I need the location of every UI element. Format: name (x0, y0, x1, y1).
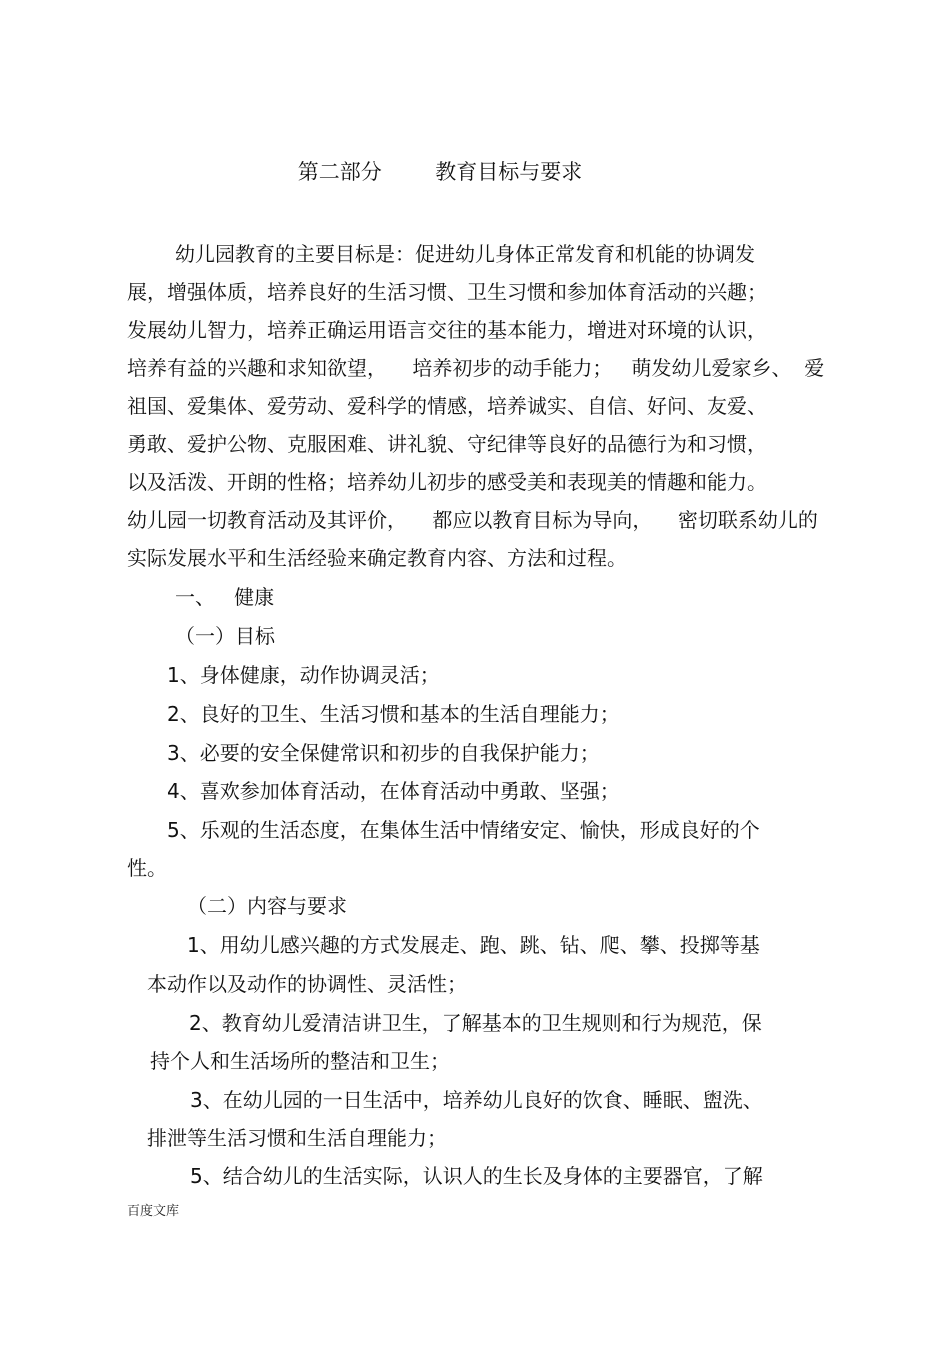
goal-item-4: 4、喜欢参加体育活动，在体育活动中勇敢、坚强； (167, 779, 620, 803)
goal-item-1: 1、身体健康，动作协调灵活； (167, 663, 440, 687)
content-item-1: 1、用幼儿感兴趣的方式发展走、跑、跳、钻、爬、攀、投掷等基 (187, 933, 760, 957)
intro-line-4: 培养有益的兴趣和求知欲望， 培养初步的动手能力； 萌发幼儿爱家乡、 爱 (127, 356, 825, 380)
page-title: 第二部分 教育目标与要求 (297, 160, 583, 184)
intro-line-2: 展，增强体质，培养良好的生活习惯、卫生习惯和参加体育活动的兴趣； (127, 280, 767, 304)
goal-item-2: 2、良好的卫生、生活习惯和基本的生活自理能力； (167, 702, 620, 726)
goal-item-5: 5、乐观的生活态度，在集体生活中情绪安定、愉快，形成良好的个 (167, 818, 760, 842)
goal-item-5-cont: 性。 (127, 856, 167, 880)
goals-heading: （一）目标 (175, 624, 275, 648)
intro-line-7: 以及活泼、开朗的性格；培养幼儿初步的感受美和表现美的情趣和能力。 (127, 470, 767, 494)
intro-line-3: 发展幼儿智力，培养正确运用语言交往的基本能力，增进对环境的认识， (127, 318, 767, 342)
content-item-3: 3、在幼儿园的一日生活中，培养幼儿良好的饮食、睡眠、盥洗、 (190, 1088, 763, 1112)
content-item-1-cont: 本动作以及动作的协调性、灵活性； (147, 972, 467, 996)
content-item-5: 5、结合幼儿的生活实际，认识人的生长及身体的主要器官，了解 (190, 1164, 763, 1188)
intro-line-9: 实际发展水平和生活经验来确定教育内容、方法和过程。 (127, 546, 627, 570)
content-heading: （二）内容与要求 (187, 894, 347, 918)
section-heading: 一、 健康 (175, 585, 275, 609)
intro-line-6: 勇敢、爱护公物、克服困难、讲礼貌、守纪律等良好的品德行为和习惯， (127, 432, 767, 456)
content-item-2-cont: 持个人和生活场所的整洁和卫生； (150, 1049, 450, 1073)
intro-line-1: 幼儿园教育的主要目标是：促进幼儿身体正常发育和机能的协调发 (175, 242, 755, 266)
content-item-2: 2、教育幼儿爱清洁讲卫生，了解基本的卫生规则和行为规范，保 (189, 1011, 762, 1035)
intro-line-5: 祖国、爱集体、爱劳动、爱科学的情感，培养诚实、自信、好问、友爱、 (127, 394, 767, 418)
goal-item-3: 3、必要的安全保健常识和初步的自我保护能力； (167, 741, 600, 765)
intro-line-8: 幼儿园一切教育活动及其评价， 都应以教育目标为导向， 密切联系幼儿的 (127, 508, 818, 532)
footer-watermark: 百度文库 (127, 1204, 180, 1219)
content-item-3-cont: 排泄等生活习惯和生活自理能力； (147, 1126, 447, 1150)
